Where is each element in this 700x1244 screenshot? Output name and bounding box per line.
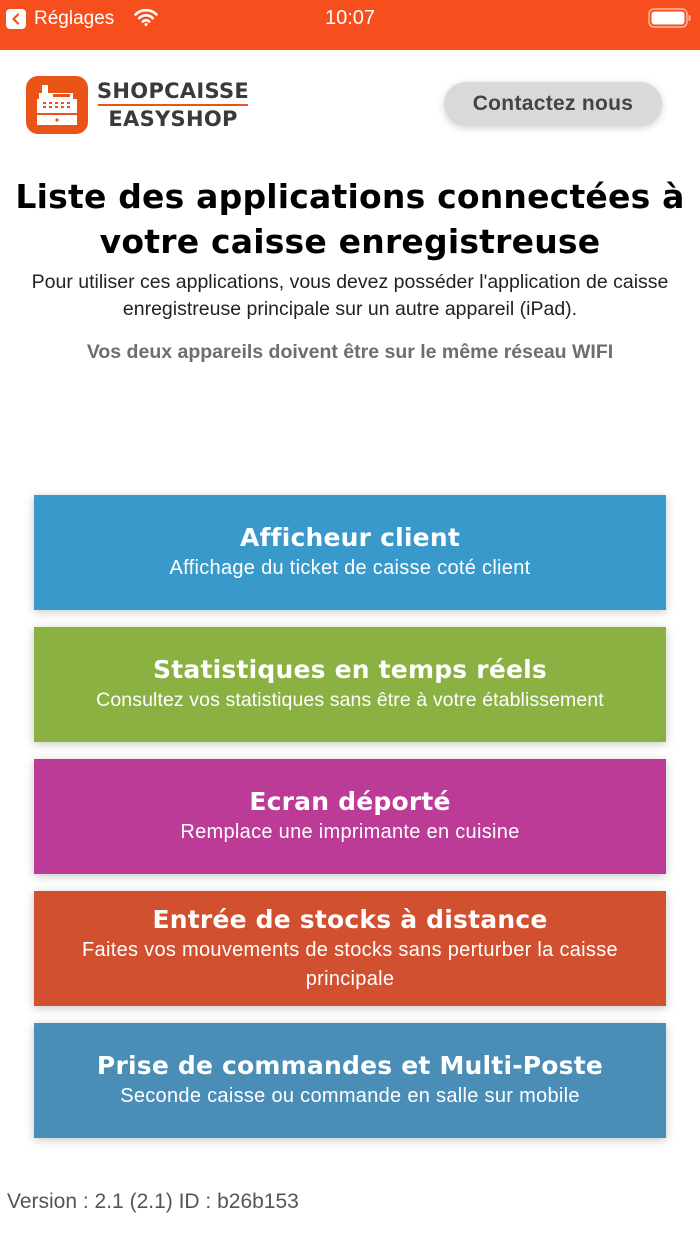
app-tile-prise-commandes[interactable] <box>34 1023 666 1138</box>
status-bar <box>0 0 700 50</box>
back-label: Réglages <box>34 8 115 29</box>
app-tile-title: Entrée de stocks à distance <box>152 904 548 934</box>
battery-icon <box>648 8 692 28</box>
contact-us-button[interactable]: Contactez nous <box>444 82 662 126</box>
app-tile-afficheur-client[interactable] <box>34 495 666 610</box>
brand-logo <box>26 76 249 134</box>
wifi-notice: Vos deux appareils doivent être sur le même réseau WIFI <box>86 341 614 363</box>
app-tile-subtitle: Consultez vos statistiques sans être à votre établissement <box>96 689 604 711</box>
app-tile-statistiques[interactable] <box>34 627 666 742</box>
app-tile-subtitle: Remplace une imprimante en cuisine <box>180 821 520 843</box>
cash-register-icon <box>26 76 88 134</box>
app-tile-title: Statistiques en temps réels <box>153 655 547 684</box>
page-title: Liste des applications connectées à votre caisse enregistreuse <box>15 177 685 261</box>
app-tile-subtitle: Affichage du ticket de caisse coté client <box>169 557 531 579</box>
brand-wordmark <box>97 79 249 131</box>
brand-name-line2: EASYSHOP <box>108 107 238 131</box>
status-time: 10:07 <box>324 7 376 29</box>
app-tile-subtitle: Seconde caisse ou commande en salle sur mobile <box>120 1085 580 1107</box>
app-tile-entree-stocks[interactable] <box>34 891 666 1006</box>
app-tile-title: Prise de commandes et Multi-Poste <box>96 1051 604 1080</box>
brand-divider <box>98 104 248 106</box>
app-tile-title: Afficheur client <box>240 523 460 552</box>
app-tile-title: Ecran déporté <box>249 787 451 816</box>
app-tile-ecran-deporte[interactable] <box>34 759 666 874</box>
app-tile-subtitle: Faites vos mouvements de stocks sans perturber la caisse principale <box>82 938 618 990</box>
page-subtitle: Pour utiliser ces applications, vous devez posséder l'application de caisse enregistreuse principale sur un autre appareil (iPad). <box>31 271 669 320</box>
version-label: Version : 2.1 (2.1) ID : b26b153 <box>7 1190 299 1213</box>
brand-name-line1: SHOPCAISSE <box>97 79 250 103</box>
